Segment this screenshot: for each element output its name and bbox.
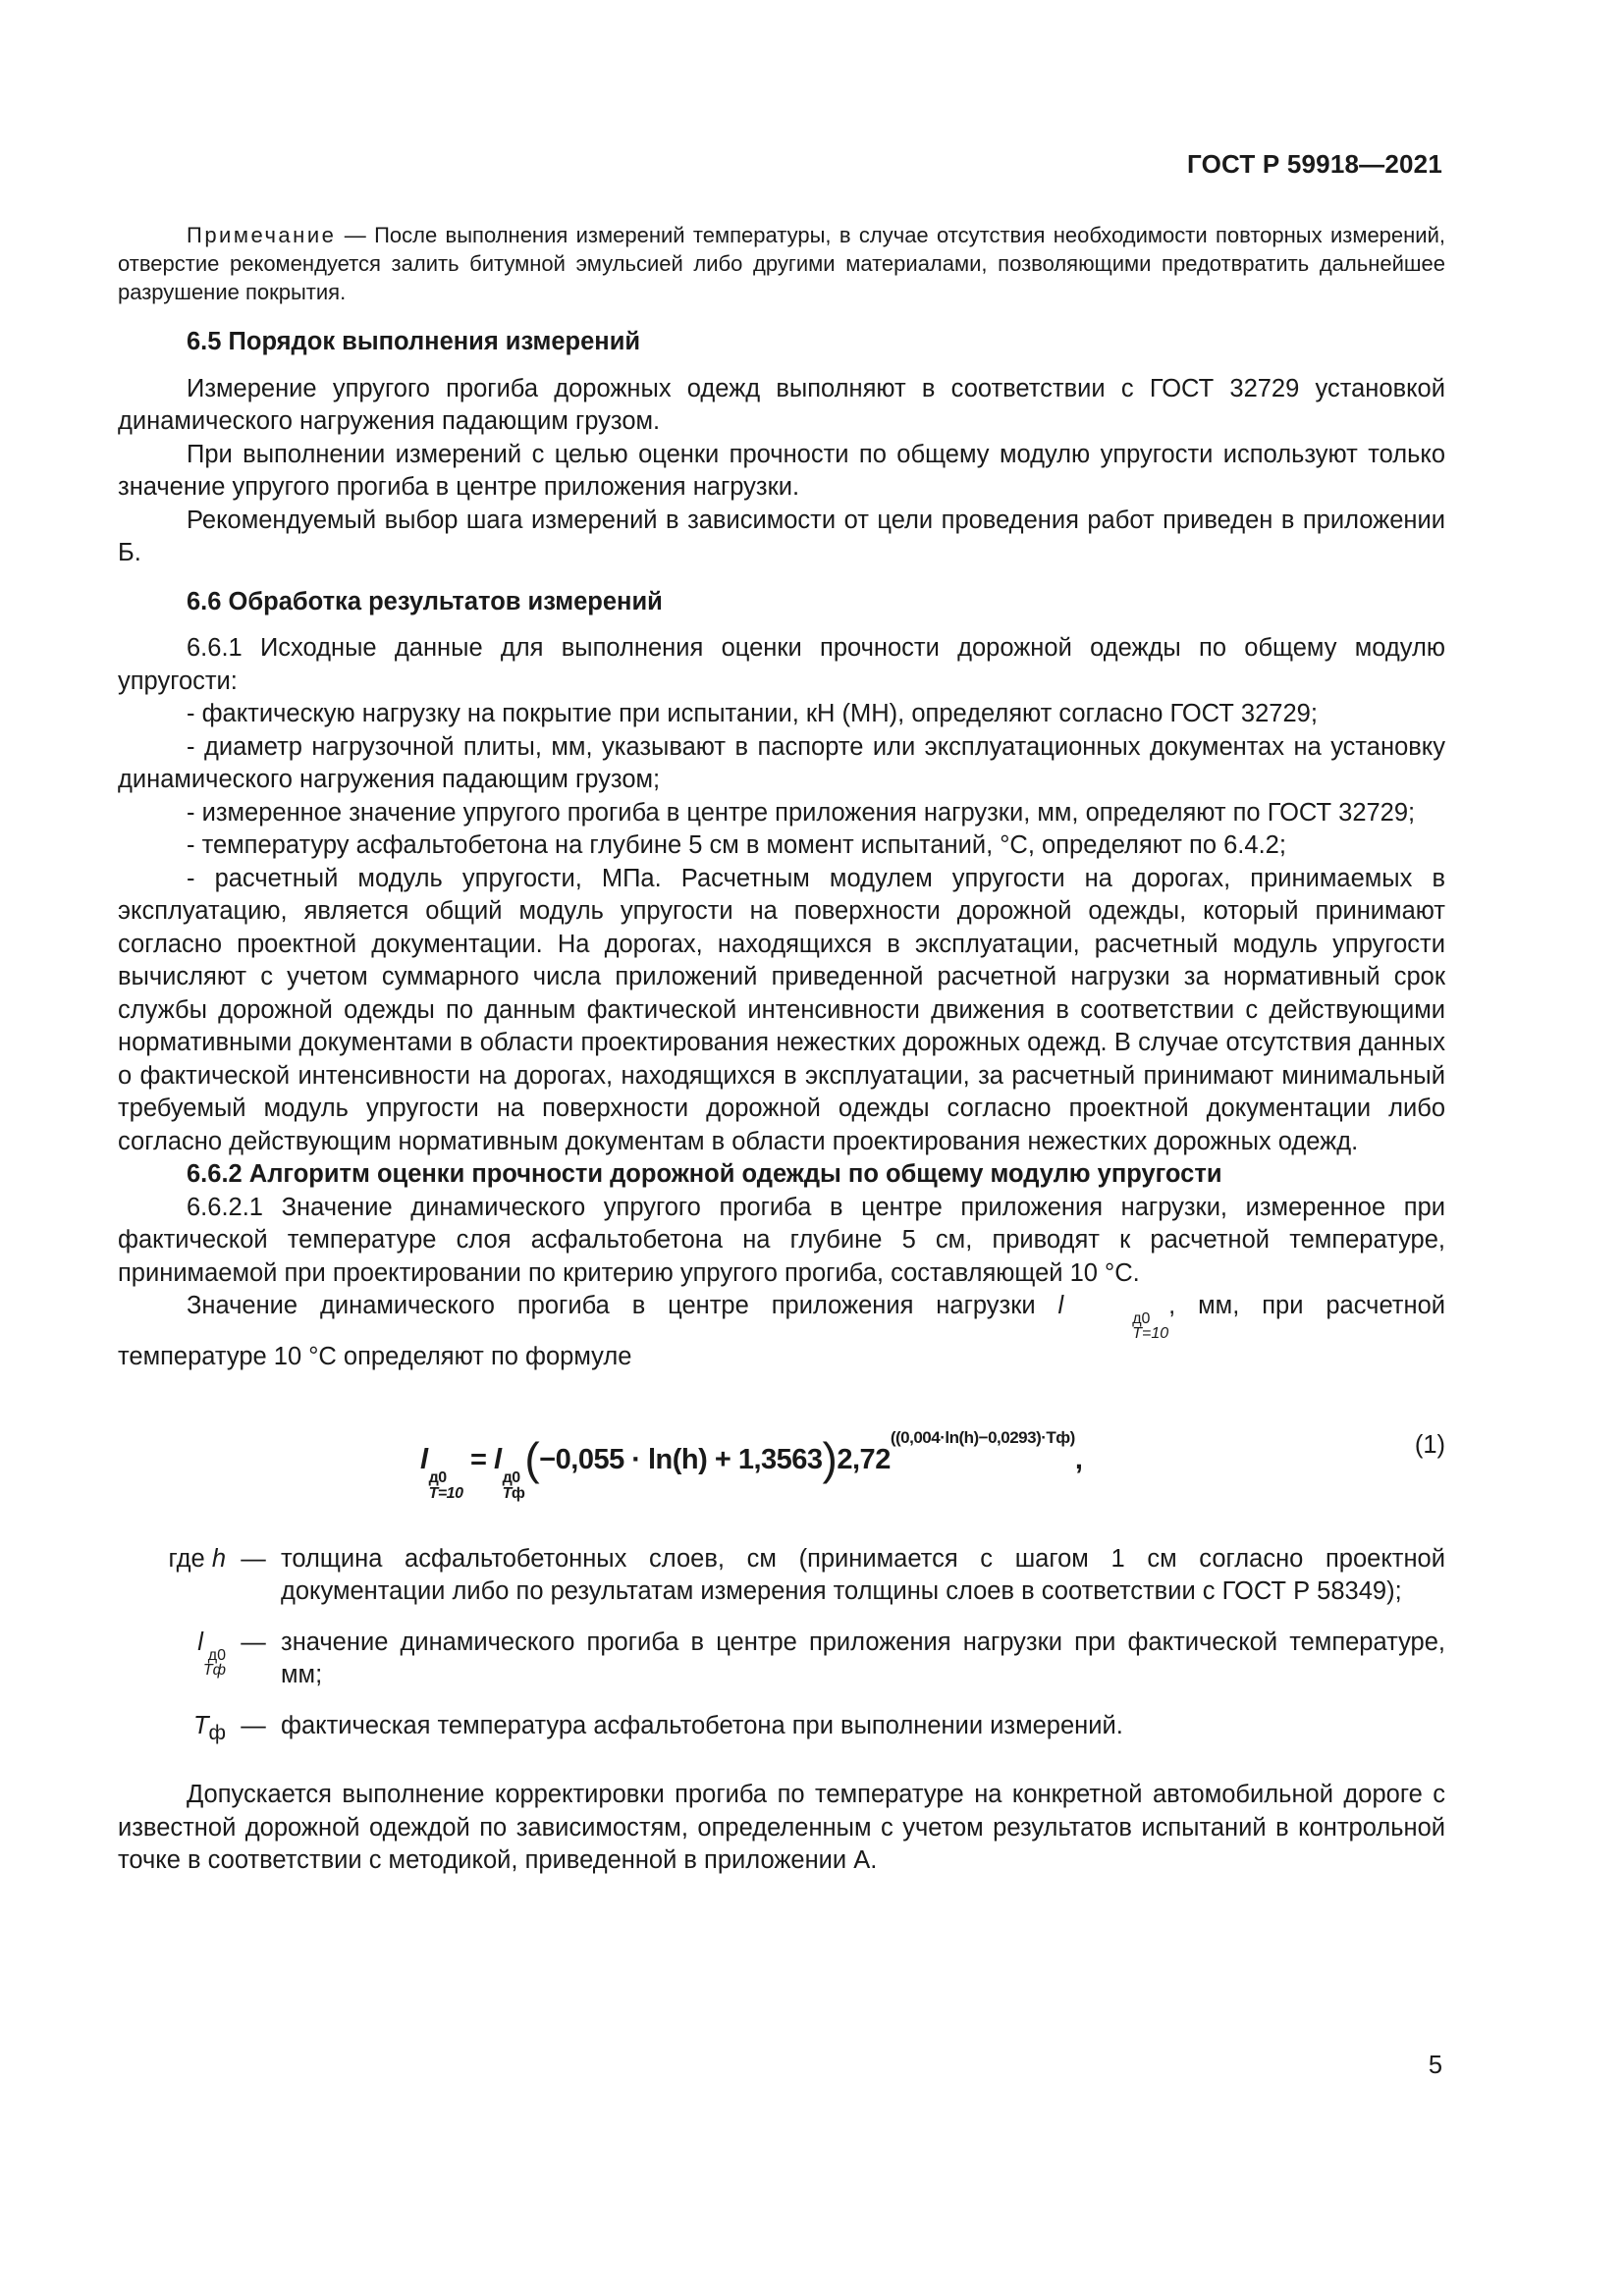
definitions-list xyxy=(118,1543,1445,1750)
list-item: - расчетный модуль упругости, МПа. Расчетным модулем упругости на дорогах, принимаемых в эксплуатацию, является общий модуль упругости на поверхности дорожной одежды, который принимают согласно проектной документации. На дорогах, находящихся в эксплуатации, расчетный модуль упругости вычисляют с учетом суммарного числа приложений приведенной расчетной нагрузки за нормативный срок службы дорожной одежды по данным фактической интенсивности движения в соответствии с действующими нормативными документами в области проектирования нежестких дорожных одежд. В случае отсутствия данных о фактической интенсивности на дорогах, находящихся в эксплуатации, за расчетный принимают минимальный требуемый модуль упругости на поверхности дорожной одежды согласно проектной документации либо согласно действующим нормативным документам в области проектирования нежестких дорожных одежд. xyxy=(118,864,1445,1155)
section-heading-6-5: 6.5 Порядок выполнения измерений xyxy=(187,328,641,355)
list-item: - фактическую нагрузку на покрытие при испытании, кН (МН), определяют согласно ГОСТ 32729; xyxy=(187,700,1318,727)
list-item: - диаметр нагрузочной плиты, мм, указывают в паспорте или эксплуатационных документах на установку динамического нагружения падающим грузом; xyxy=(118,732,1445,793)
list-item: - измеренное значение упругого прогиба в центре приложения нагрузки, мм, определяют по ГОСТ 32729; xyxy=(187,798,1416,827)
formula-1: l д0 T=10 = l д0 Tф $(-0,055 \cdot \ln(h) + 1,3563)2,72^{((0,004\cdot ln(h)-0,0293)\cdot Tф)}$, xyxy=(420,1427,1083,1502)
definition-h: где h — толщина асфальтобетонных слоев, см (принимается с шагом 1 см согласно проектной документации либо по результатам измерения толщины слоев в соответствии с ГОСТ Р 58349); xyxy=(168,1544,1445,1605)
list-item: - температуру асфальтобетона на глубине 5 см в момент испытаний, °С, определяют по 6.4.2; xyxy=(187,831,1286,859)
paragraph-formula-intro: Значение динамического прогиба в центре приложения нагрузки l д0 T=10 , мм, при расчетной температуре 10 °С определяют по формуле xyxy=(118,1292,1445,1370)
paragraph: При выполнении измерений с целью оценки прочности по общему модулю упругости используют только значение упругого прогиба в центре приложения нагрузки. xyxy=(118,440,1445,501)
section-heading-6-6: 6.6 Обработка результатов измерений xyxy=(187,587,663,615)
formula-block xyxy=(118,1414,1445,1502)
page-number: 5 xyxy=(1428,2052,1442,2079)
inline-index: д0 T=10 xyxy=(1132,1310,1169,1342)
paragraph: Измерение упругого прогиба дорожных одежд выполняют в соответствии с ГОСТ 32729 установкой динамического нагружения падающим грузом. xyxy=(118,374,1445,435)
definition-l-tf: l д0 Tф — значение динамического прогиба в центре приложения нагрузки при фактической температуре, мм; xyxy=(197,1628,1445,1688)
section-heading-6-6-2: 6.6.2 Алгоритм оценки прочности дорожной одежды по общему модулю упругости xyxy=(187,1160,1222,1188)
paragraph-6-6-1: 6.6.1 Исходные данные для выполнения оценки прочности дорожной одежды по общему модулю упругости: xyxy=(118,634,1445,695)
note-paragraph xyxy=(118,221,1445,306)
document-header: ГОСТ Р 59918—2021 xyxy=(1187,149,1442,179)
definition-tf: $T_ф$ — фактическая температура асфальтобетона при выполнении измерений. xyxy=(192,1711,1123,1744)
document-body xyxy=(118,221,1445,1878)
final-paragraph: Допускается выполнение корректировки прогиба по температуре на конкретной автомобильной дороге с известной дорожной одеждой по зависимостям, определенным с учетом результатов испытаний в контрольной точке в соответствии с методикой, приведенной в приложении А. xyxy=(118,1781,1445,1875)
paragraph: Рекомендуемый выбор шага измерений в зависимости от цели проведения работ приведен в приложении Б. xyxy=(118,506,1445,566)
paragraph-6-6-2-1: 6.6.2.1 Значение динамического упругого прогиба в центре приложения нагрузки, измеренное при фактической температуре слоя асфальтобетона на глубине 5 см, приводят к расчетной температуре, принимаемой при проектировании по критерию упругого прогиба, составляющей 10 °С. xyxy=(118,1193,1445,1287)
note-label: Примечание xyxy=(187,223,337,247)
equation-number: (1) xyxy=(1414,1430,1445,1459)
note-text: — После выполнения измерений температуры, в случае отсутствия необходимости повторных измерений, отверстие рекомендуется залить битумной эмульсией либо другими материалами, позволяющими предотвратить дальнейшее разрушение покрытия. xyxy=(118,223,1445,304)
